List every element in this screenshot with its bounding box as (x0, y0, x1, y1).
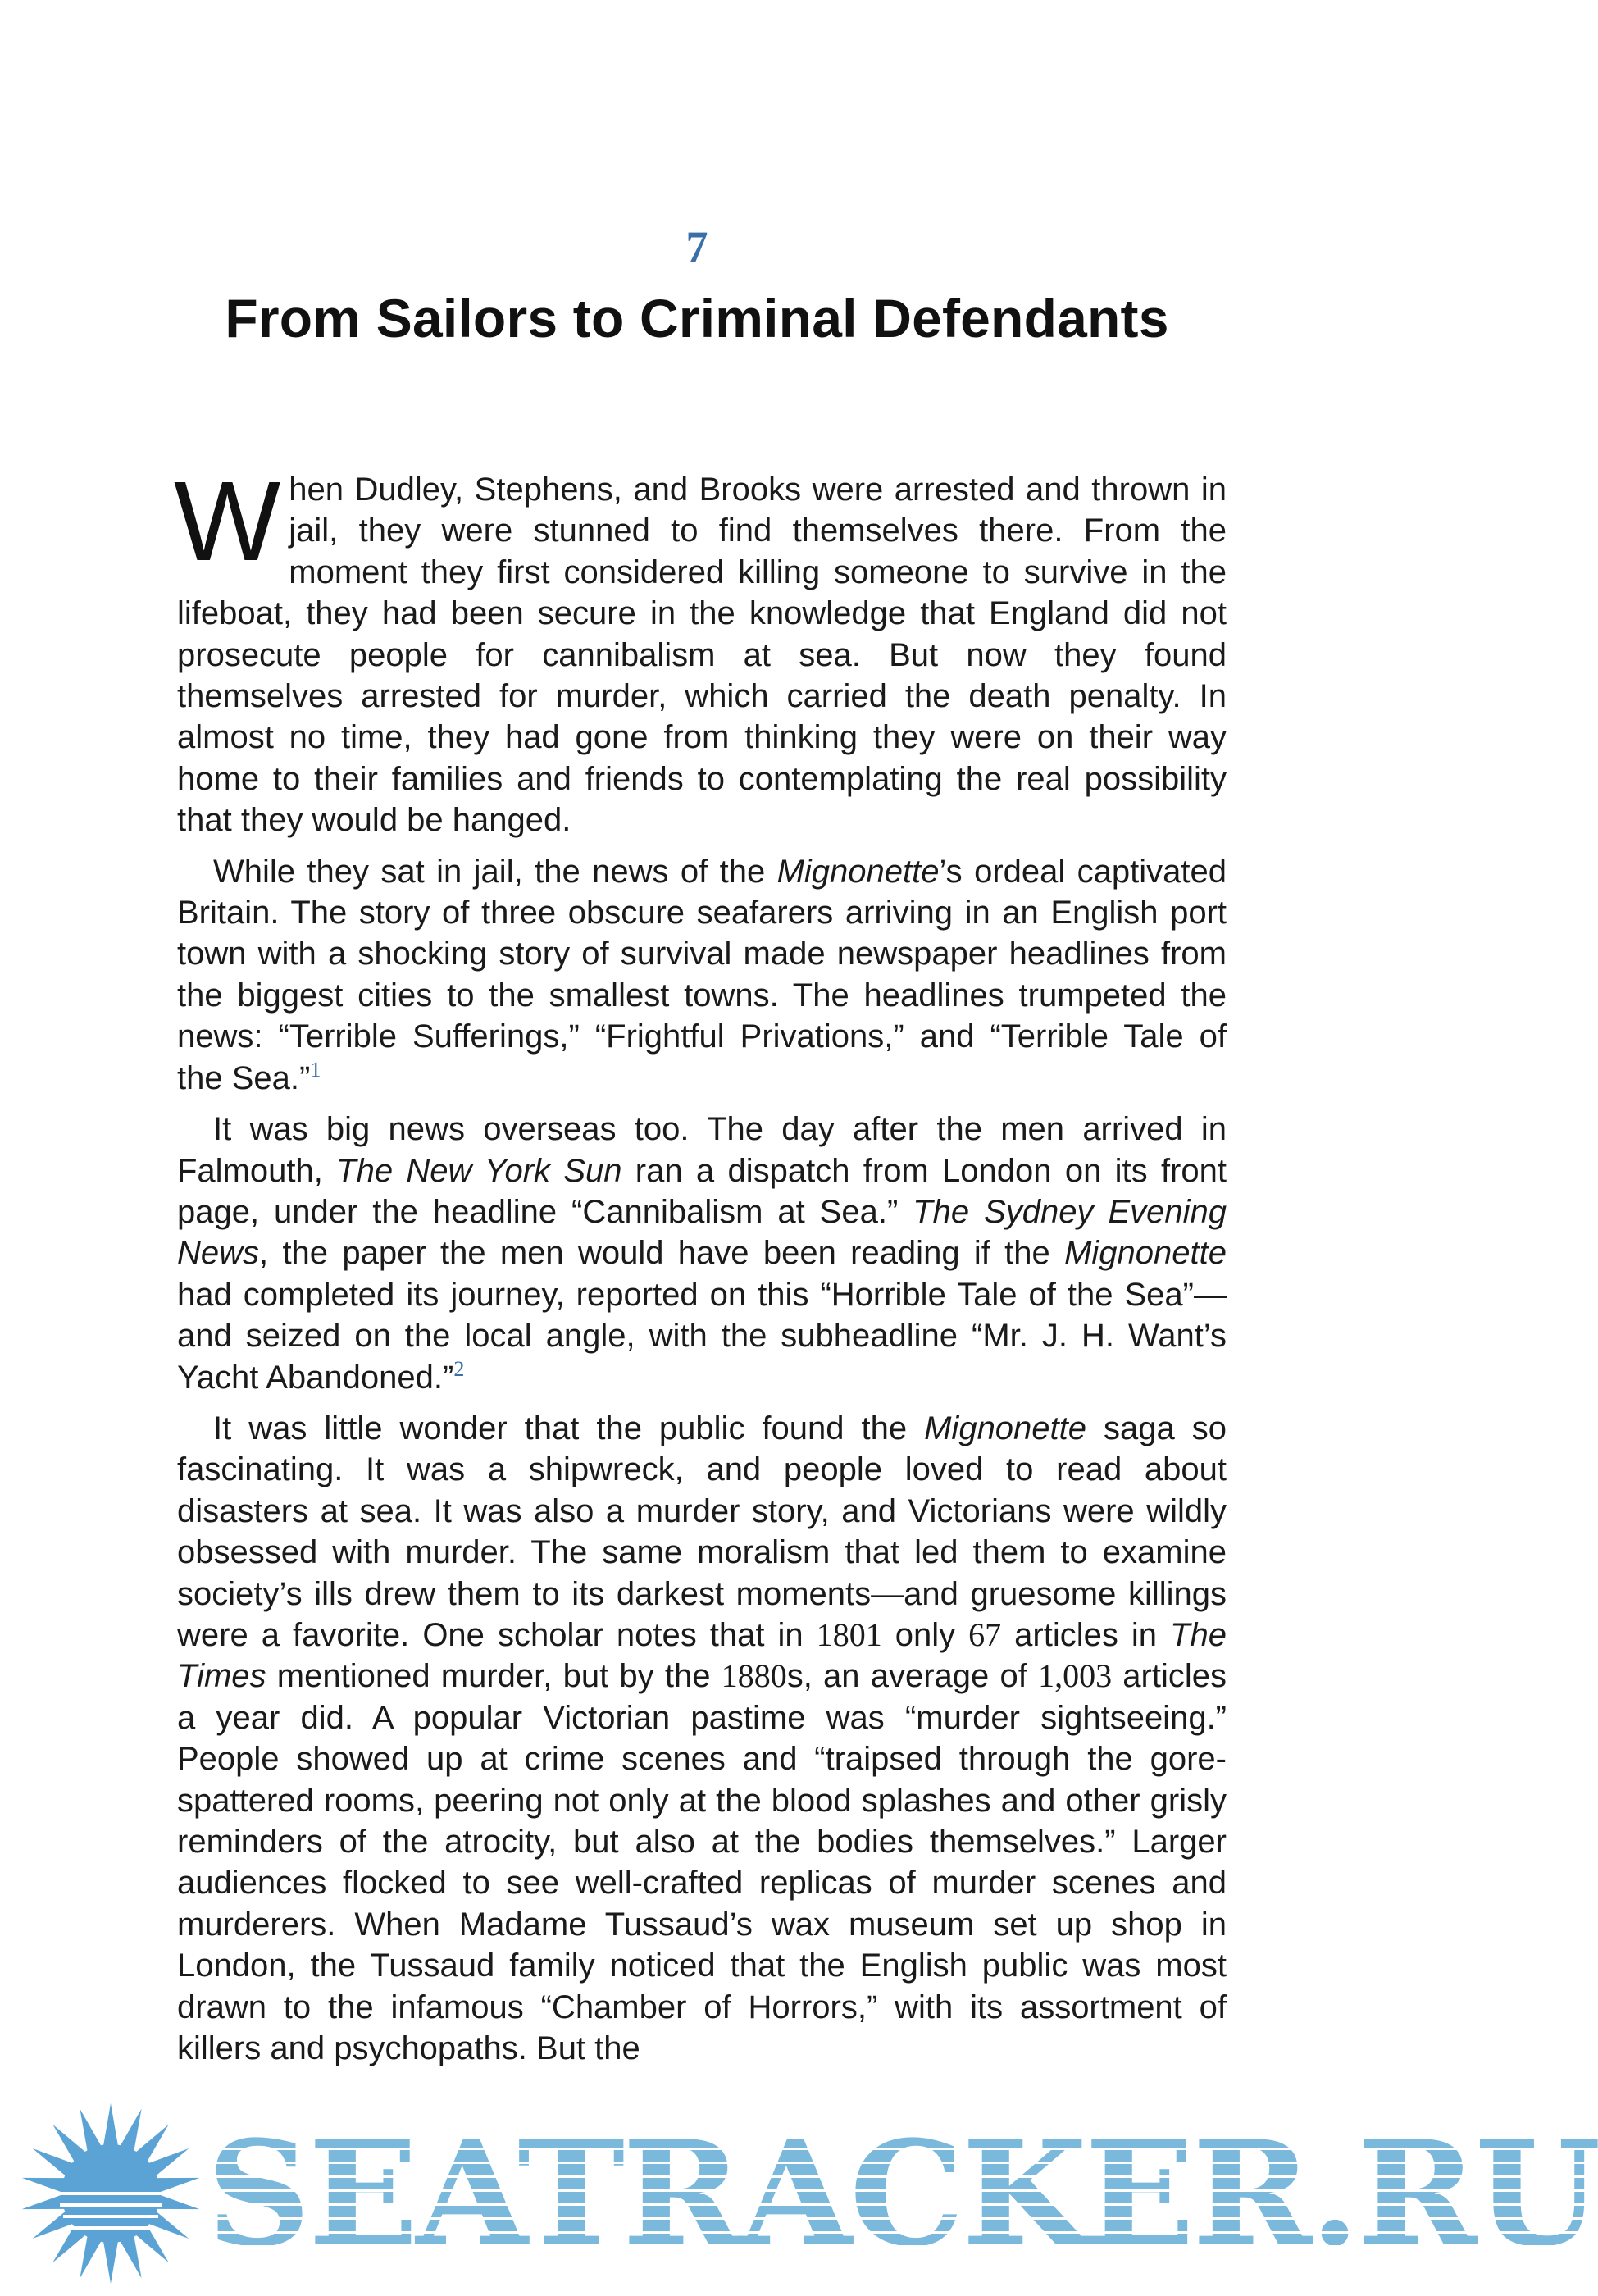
paragraph-3-text-b: ran a dispatch from London on its front page, under the headline “Cannibalism at Sea.” (177, 1152, 1227, 1230)
article-count: 67 (968, 1615, 1002, 1653)
ship-name: Mignonette (1064, 1235, 1227, 1272)
paragraph-4-text-b: saga so fascinating. It was a shipwreck, and people loved to read about disasters at sea. It was also a murder story, and Victorians were wildly obsessed with murder. The same moralism that led them to examine society’s ills drew them to its darkest moments—and gruesome killings were a favorite. One scholar notes that in (177, 1410, 1227, 1653)
ship-name: Mignonette (776, 853, 940, 890)
decade-number: 1880 (721, 1657, 787, 1695)
article-count: 1,003 (1038, 1657, 1113, 1695)
paragraph-1 (174, 458, 1227, 841)
newspaper-name: The Sydney Evening News (177, 1193, 1227, 1272)
drop-cap: W (174, 458, 281, 585)
paragraph-4-text-c: only (881, 1616, 969, 1653)
paragraph-3-text-c: , the paper the men would have been reading if the (259, 1235, 1065, 1272)
paragraph-4-text-d: articles in (1001, 1616, 1171, 1653)
paragraph-1-text: hen Dudley, Stephens, and Brooks were arrested and thrown in jail, they were stunned to find themselves there. From the moment they first considered killing someone to survive in the lifeboat, they had been secure in the knowledge that England did not prosecute people for cannibalism at sea. But now they found themselves arrested for murder, which carried the death penalty. In almost no time, they had gone from thinking they were on their way home to their families and friends to contemplating the real possibility that they would be hanged. (177, 472, 1227, 839)
year-number: 1801 (816, 1615, 882, 1653)
footnote-ref-2[interactable]: 2 (453, 1356, 465, 1381)
watermark-text: SEATRACKER.RU (207, 2109, 1598, 2279)
sun-icon (16, 2099, 205, 2288)
chapter-number: 7 (685, 222, 708, 271)
paragraph-3-text-a: It was big news overseas too. The day after the men arrived in Falmouth, (177, 1111, 1227, 1189)
paragraph-4-text-a: It was little wonder that the public found the (213, 1410, 925, 1446)
paragraph-2-text-b: ’s ordeal captivated Britain. The story of three obscure seafarers arriving in an English port town with a shocking story of survival made newspaper headlines from the biggest cities to the smallest towns. The headlines trumpeted the news: “Terrible Sufferings,” “Frightful Privations,” and “Terrible Tale of the Sea.” (177, 853, 1227, 1096)
ship-name: Mignonette (924, 1410, 1087, 1446)
newspaper-name: The New York Sun (336, 1152, 622, 1189)
chapter-title: From Sailors to Criminal Defendants (225, 288, 1169, 348)
paragraph-3 (177, 1109, 1227, 1398)
paragraph-3-text-d: had completed its journey, reported on this “Horrible Tale of the Sea”—and seized on the local angle, with the subheadline “Mr. J. H. Want’s Yacht Abandoned.” (177, 1276, 1227, 1396)
paragraph-4 (177, 1408, 1227, 2070)
paragraph-2 (177, 851, 1227, 1099)
chapter-body (174, 458, 1227, 2079)
paragraph-2-text-a: While they sat in jail, the news of the (213, 853, 777, 890)
newspaper-name: The Times (177, 1616, 1227, 1695)
watermark (16, 2099, 1598, 2288)
paragraph-4-text-g: articles a year did. A popular Victorian pastime was “murder sightseeing.” People showed up at crime scenes and “traipsed through the gore-spattered rooms, peering not only at the blood splashes and other grisly reminders of the atrocity, but also at the bodies themselves.” Larger audiences flocked to see well-crafted replicas of murder scenes and murderers. When Madame Tussaud’s wax museum set up shop in London, the Tussaud family noticed that the English public was most drawn to the infamous “Chamber of Horrors,” with its assortment of killers and psychopaths. But the (177, 1658, 1227, 2067)
paragraph-4-text-e: mentioned murder, but by the (266, 1658, 722, 1695)
footnote-ref-1[interactable]: 1 (310, 1057, 321, 1082)
paragraph-4-text-f: s, an average of (786, 1658, 1039, 1695)
